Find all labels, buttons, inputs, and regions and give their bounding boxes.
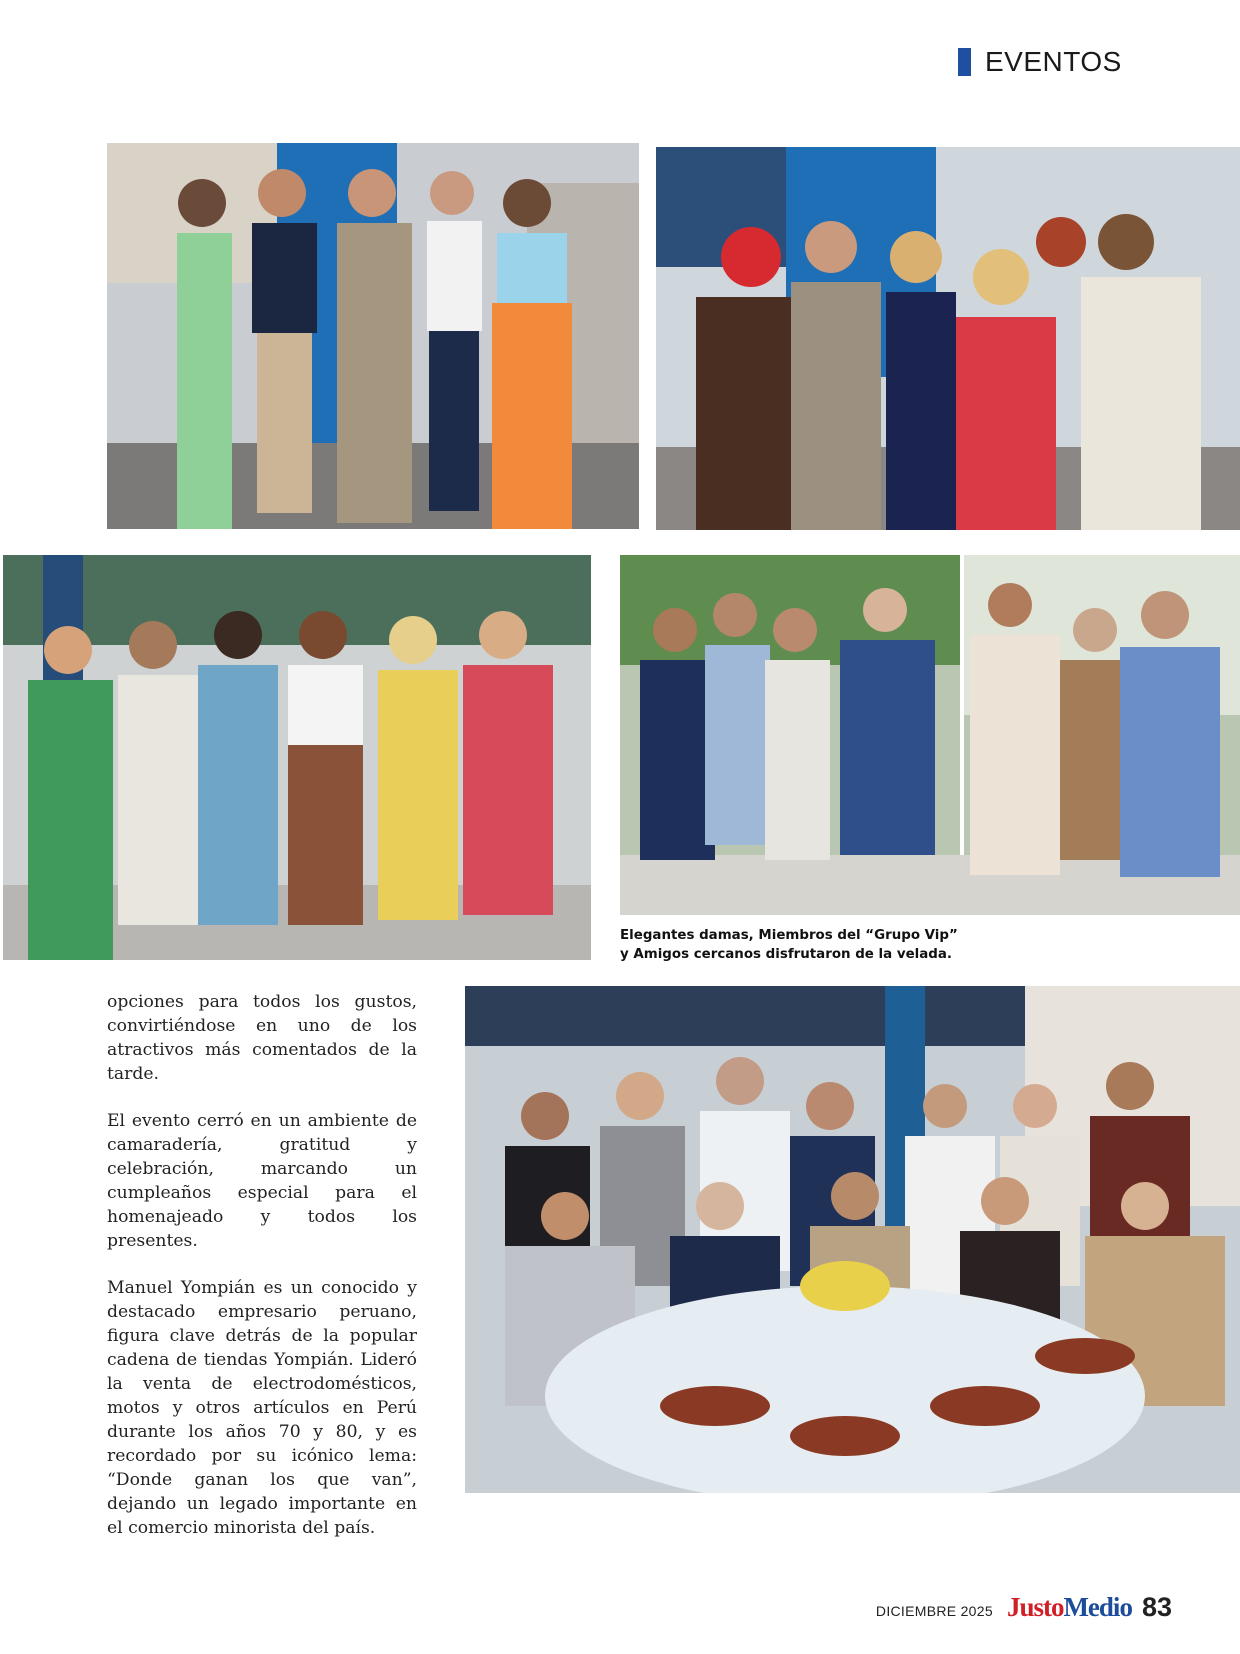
section-accent-bar xyxy=(958,48,971,76)
brand-logo-part-1: Justo xyxy=(1006,1592,1064,1622)
photo-elegant-ladies-icon xyxy=(3,555,591,960)
brand-logo-part-2: Medio xyxy=(1063,1592,1132,1622)
section-tag xyxy=(958,46,1122,78)
body-paragraph-3: Manuel Yompián es un conocido y destacado empresario peruano, figura clave detrás de la popular cadena de tiendas Yompián. Lideró la venta de electrodomésticos, motos y otros artículos en Perú durante los años 70 y 80, y es recordado por su icónico lema: “Donde ganan los que van”, dejando un legado importante en el comercio minorista del país. xyxy=(107,1278,417,1538)
issue-date: DICIEMBRE 2025 xyxy=(875,1603,993,1619)
caption-line-2: y Amigos cercanos disfrutaron de la velada. xyxy=(620,947,952,962)
page-number: 83 xyxy=(1141,1592,1172,1622)
photo-grupo-vip xyxy=(620,555,1240,915)
photo-group-family-icon xyxy=(107,143,639,529)
photo-grupo-vip-icon xyxy=(620,555,1240,915)
photo-banquet-table-icon xyxy=(465,986,1240,1493)
section-label: EVENTOS xyxy=(985,46,1122,77)
photo-group-ladies-icon xyxy=(656,147,1240,530)
photo-banquet-table xyxy=(465,986,1240,1493)
caption-line-1: Elegantes damas, Miembros del “Grupo Vip” xyxy=(620,928,958,943)
body-paragraph-2: El evento cerró en un ambiente de camaradería, gratitud y celebración, marcando un cumpleaños especial para el homenajeado y todos los presentes. xyxy=(107,1111,417,1251)
article-body xyxy=(107,990,417,1563)
photo-family-group xyxy=(107,143,639,529)
page-footer xyxy=(876,1592,1172,1623)
photo-caption xyxy=(620,926,1020,964)
photo-ladies-group xyxy=(656,147,1240,530)
body-paragraph-1: opciones para todos los gustos, convirtiéndose en uno de los atractivos más comentados de la tarde. xyxy=(107,992,417,1084)
photo-elegant-ladies xyxy=(3,555,591,960)
